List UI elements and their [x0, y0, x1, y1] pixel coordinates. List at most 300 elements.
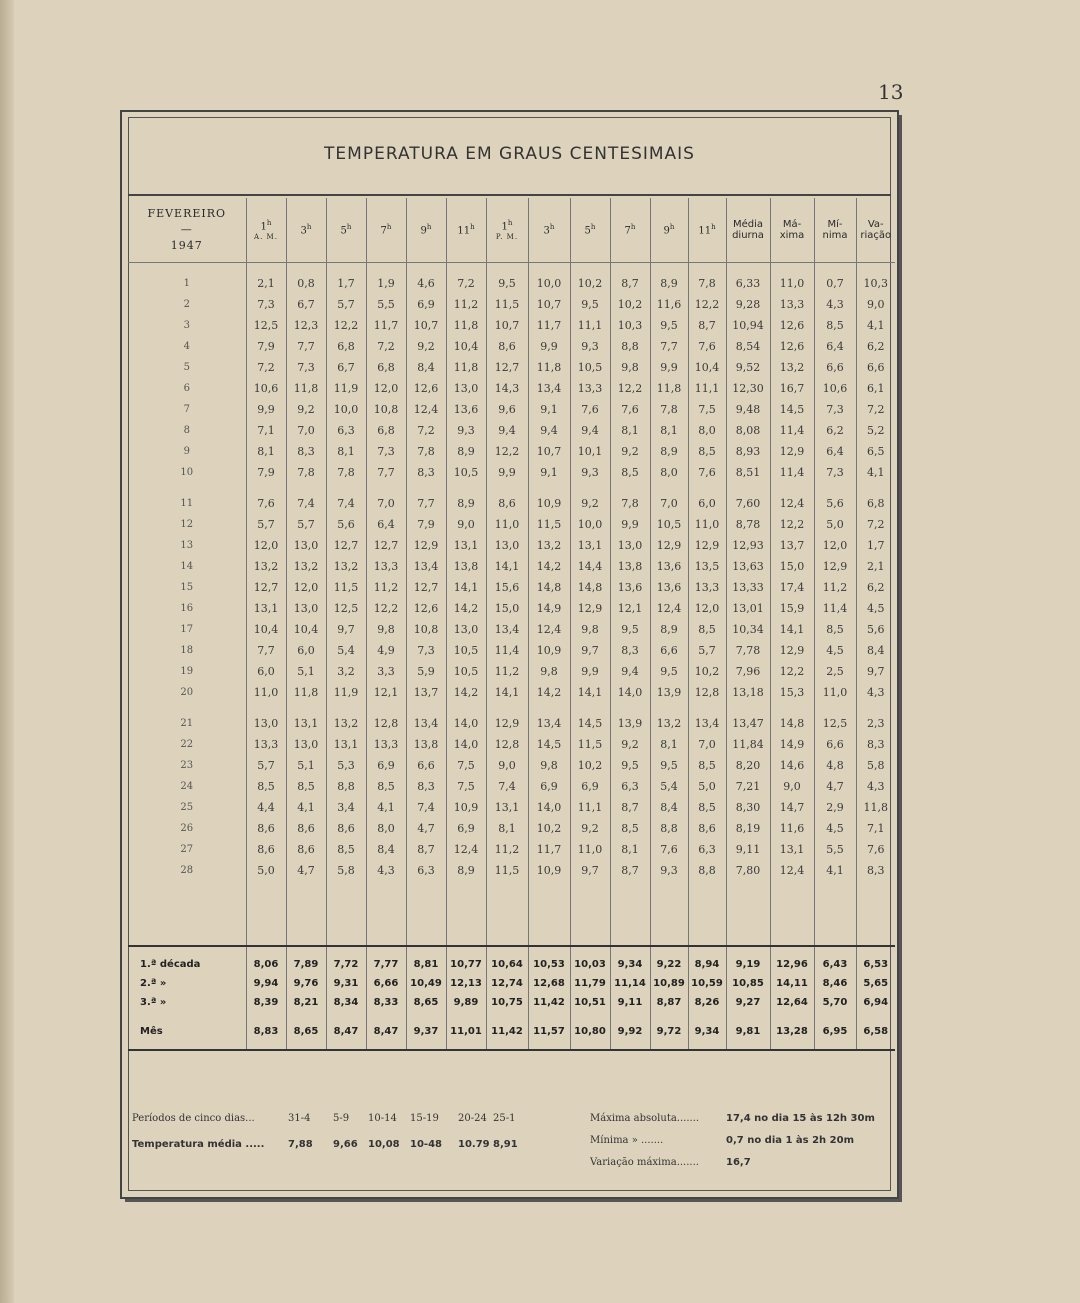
temp-cell: 10,0 [528, 263, 570, 295]
temp-cell: 5,6 [856, 619, 895, 640]
table-row [128, 703, 895, 734]
temp-cell: 9,0 [486, 755, 528, 776]
temp-cell: 7,4 [326, 483, 366, 514]
temp-cell: 7,2 [446, 263, 486, 295]
temp-cell: 6,5 [856, 441, 895, 462]
temp-cell: 14,8 [528, 577, 570, 598]
header-hour-5: 11$^h$ [446, 198, 486, 263]
temp-cell: 2,1 [856, 556, 895, 577]
temp-cell: 14,6 [770, 755, 814, 776]
temp-cell: 6,4 [814, 441, 856, 462]
temp-cell: 11,0 [814, 682, 856, 703]
temp-cell: 8,3 [406, 776, 446, 797]
month-label: FEVEREIRO [147, 207, 227, 220]
temp-cell: 9,0 [446, 514, 486, 535]
temp-cell: 10,3 [856, 263, 895, 295]
summary-rows [128, 946, 895, 1050]
temp-cell: 4,9 [366, 640, 406, 661]
temp-cell: 8,8 [650, 818, 688, 839]
day-number: 27 [180, 844, 194, 855]
day-number: 21 [180, 718, 194, 729]
frame-inner-rule [128, 117, 891, 118]
header-hour-3: 7$^h$ [366, 198, 406, 263]
temp-cell: 8,7 [406, 839, 446, 860]
temp-cell: 9,2 [570, 483, 610, 514]
temp-cell: 7,3 [366, 441, 406, 462]
temp-cell: 14,5 [570, 703, 610, 734]
temp-cell: 10,4 [286, 619, 326, 640]
temp-cell: 4,3 [366, 860, 406, 881]
temp-cell: 13,4 [688, 703, 726, 734]
temp-cell: 13,0 [486, 535, 528, 556]
temp-cell: 11,8 [446, 315, 486, 336]
temp-cell: 13,6 [650, 577, 688, 598]
temp-cell: 12,0 [246, 535, 286, 556]
temp-cell: 9,1 [528, 399, 570, 420]
temp-cell: 15,0 [770, 556, 814, 577]
day-number: 12 [180, 519, 194, 530]
temp-cell: 13,8 [406, 734, 446, 755]
temp-cell: 11,8 [856, 797, 895, 818]
day-number: 1 [183, 278, 190, 289]
temp-cell: 4,1 [856, 462, 895, 483]
header-hour-period: P. M. [495, 232, 519, 241]
temp-cell: 0,8 [286, 263, 326, 295]
temp-cell: 4,5 [856, 598, 895, 619]
temp-cell: 12,2 [486, 441, 528, 462]
temp-cell: 13,1 [286, 703, 326, 734]
temp-cell: 7,7 [406, 483, 446, 514]
temp-cell: 9,5 [570, 294, 610, 315]
table-row [128, 682, 895, 703]
summary-label: 1.ª década [128, 946, 246, 974]
temp-cell: 11,8 [650, 378, 688, 399]
temp-cell: 8,5 [688, 441, 726, 462]
temp-cell: 7,3 [814, 462, 856, 483]
temp-cell: 12,6 [770, 336, 814, 357]
temp-cell: 8,6 [286, 818, 326, 839]
summary-cell: 9,72 [650, 1012, 688, 1050]
temp-cell: 9,0 [770, 776, 814, 797]
temp-cell: 7,9 [406, 514, 446, 535]
temp-cell: 7,0 [366, 483, 406, 514]
summary-cell: 10,53 [528, 946, 570, 974]
summary-cell: 12,64 [770, 993, 814, 1012]
temp-cell: 2,9 [814, 797, 856, 818]
temp-cell: 8,78 [726, 514, 770, 535]
temp-cell: 9,5 [650, 755, 688, 776]
temp-cell: 9,9 [486, 462, 528, 483]
temp-cell: 15,6 [486, 577, 528, 598]
period-range: 10-14 [368, 1113, 397, 1124]
summary-cell: 6,66 [366, 974, 406, 993]
table-row [128, 661, 895, 682]
temp-cell: 10,4 [246, 619, 286, 640]
temp-cell: 10,9 [446, 797, 486, 818]
temp-cell: 5,4 [326, 640, 366, 661]
temp-cell: 11,0 [570, 839, 610, 860]
summary-label: Mês [128, 1012, 246, 1050]
temp-cell: 13,18 [726, 682, 770, 703]
temp-cell: 12,4 [770, 860, 814, 881]
header-hour-value: 5 [584, 225, 591, 237]
period-temp: 7,88 [288, 1139, 313, 1150]
temp-cell: 7,5 [446, 755, 486, 776]
temp-cell: 12,9 [486, 703, 528, 734]
temp-cell: 8,51 [726, 462, 770, 483]
period-range: 25-1 [493, 1113, 516, 1124]
temp-cell: 6,9 [366, 755, 406, 776]
temp-cell: 13,2 [326, 556, 366, 577]
temp-cell: 12,9 [688, 535, 726, 556]
temp-cell: 13,47 [726, 703, 770, 734]
header-hour-value: 7 [380, 225, 387, 237]
temp-cell: 14,3 [486, 378, 528, 399]
header-media-line1: Média [732, 219, 764, 230]
temp-cell: 8,1 [610, 420, 650, 441]
temp-cell: 7,8 [610, 483, 650, 514]
temp-cell: 6,3 [406, 860, 446, 881]
temp-cell: 5,2 [856, 420, 895, 441]
temp-cell: 9,0 [856, 294, 895, 315]
temp-cell: 7,78 [726, 640, 770, 661]
temp-cell: 9,8 [610, 357, 650, 378]
period-range: 15-19 [410, 1113, 439, 1124]
temp-cell: 6,33 [726, 263, 770, 295]
table-row [128, 839, 895, 860]
temp-cell: 12,6 [406, 378, 446, 399]
header-variacao-line1: Va- [867, 219, 884, 230]
header-hour-value: 9 [420, 225, 427, 237]
temp-cell: 4,7 [286, 860, 326, 881]
summary-cell: 9,76 [286, 974, 326, 993]
temp-cell: 11,0 [688, 514, 726, 535]
month-header [128, 198, 246, 263]
temp-cell: 13,0 [286, 598, 326, 619]
temp-cell: 12,8 [366, 703, 406, 734]
temp-cell: 6,2 [856, 336, 895, 357]
temp-cell: 8,1 [486, 818, 528, 839]
summary-cell: 5,70 [814, 993, 856, 1012]
temp-cell: 13,1 [446, 535, 486, 556]
temp-cell: 13,7 [770, 535, 814, 556]
temp-cell: 13,3 [366, 734, 406, 755]
temp-cell: 6,9 [528, 776, 570, 797]
temp-cell: 5,8 [856, 755, 895, 776]
temp-cell: 13,2 [286, 556, 326, 577]
page-title: TEMPERATURA EM GRAUS CENTESIMAIS [324, 144, 695, 164]
temp-cell: 4,3 [814, 294, 856, 315]
temp-cell: 7,8 [650, 399, 688, 420]
temp-cell: 2,5 [814, 661, 856, 682]
header-hour-7: 3$^h$ [528, 198, 570, 263]
temp-cell: 12,7 [326, 535, 366, 556]
table-row [128, 336, 895, 357]
temp-cell: 13,7 [406, 682, 446, 703]
summary-cell: 6,94 [856, 993, 895, 1012]
temp-cell: 13,01 [726, 598, 770, 619]
temp-cell: 9,4 [486, 420, 528, 441]
table-row [128, 315, 895, 336]
temp-cell: 7,9 [246, 462, 286, 483]
temp-cell: 12,4 [406, 399, 446, 420]
summary-cell: 10,80 [570, 1012, 610, 1050]
day-number: 22 [180, 739, 194, 750]
day-number: 19 [180, 666, 194, 677]
temp-cell: 7,21 [726, 776, 770, 797]
temp-cell: 11,5 [570, 734, 610, 755]
summary-cell: 6,53 [856, 946, 895, 974]
temp-cell: 13,4 [406, 556, 446, 577]
temp-cell: 13,1 [486, 797, 528, 818]
temp-cell: 12,9 [814, 556, 856, 577]
temp-cell: 4,1 [286, 797, 326, 818]
temp-cell: 12,8 [486, 734, 528, 755]
temp-cell: 5,0 [246, 860, 286, 881]
temp-cell: 4,6 [406, 263, 446, 295]
summary-row [128, 993, 895, 1012]
temp-cell: 9,9 [650, 357, 688, 378]
table-row [128, 577, 895, 598]
summary-cell: 9,81 [726, 1012, 770, 1050]
summary-cell: 10,77 [446, 946, 486, 974]
temp-cell: 4,7 [814, 776, 856, 797]
temp-cell: 4,7 [406, 818, 446, 839]
day-number: 16 [180, 603, 194, 614]
temp-cell: 8,1 [246, 441, 286, 462]
temp-cell: 13,0 [286, 734, 326, 755]
temp-cell: 9,2 [610, 441, 650, 462]
temp-cell: 6,4 [814, 336, 856, 357]
temp-cell: 13,9 [610, 703, 650, 734]
summary-cell: 10,75 [486, 993, 528, 1012]
temp-cell: 13,2 [326, 703, 366, 734]
temp-cell: 11,0 [246, 682, 286, 703]
temp-cell: 9,9 [246, 399, 286, 420]
temp-cell: 12,2 [326, 315, 366, 336]
day-number: 23 [180, 760, 194, 771]
temp-cell: 6,8 [326, 336, 366, 357]
temp-cell: 8,5 [610, 818, 650, 839]
temp-cell: 11,2 [486, 661, 528, 682]
summary-cell: 11,01 [446, 1012, 486, 1050]
temp-cell: 11,0 [486, 514, 528, 535]
summary-cell: 10,59 [688, 974, 726, 993]
day-number: 26 [180, 823, 194, 834]
temp-cell: 1,7 [326, 263, 366, 295]
header-minima [814, 198, 856, 263]
temp-cell: 12,0 [814, 535, 856, 556]
header-hour-0: 1$^h$ A. M. [246, 198, 286, 263]
temp-cell: 6,9 [446, 818, 486, 839]
temp-cell: 12,9 [650, 535, 688, 556]
temp-cell: 10,5 [446, 661, 486, 682]
temp-cell: 5,5 [366, 294, 406, 315]
temp-cell: 9,8 [528, 661, 570, 682]
daily-rows [128, 263, 895, 882]
table-row [128, 483, 895, 514]
table-row [128, 640, 895, 661]
summary-cell: 8,34 [326, 993, 366, 1012]
temp-cell: 8,5 [326, 839, 366, 860]
header-hour-9: 7$^h$ [610, 198, 650, 263]
min-abs-value: 0,7 no dia 1 às 2h 20m [726, 1135, 854, 1146]
temp-cell: 7,3 [406, 640, 446, 661]
temp-cell: 5,1 [286, 661, 326, 682]
temp-cell: 5,1 [286, 755, 326, 776]
day-number: 15 [180, 582, 194, 593]
summary-cell: 8,21 [286, 993, 326, 1012]
temp-cell: 9,7 [856, 661, 895, 682]
temp-cell: 10,8 [366, 399, 406, 420]
header-minima-line1: Mí- [827, 219, 843, 230]
day-number: 20 [180, 687, 194, 698]
header-media-diurna [726, 198, 770, 263]
header-hour-value: 11 [698, 225, 712, 237]
summary-cell: 12,13 [446, 974, 486, 993]
temp-cell: 6,6 [814, 734, 856, 755]
temp-cell: 13,4 [528, 703, 570, 734]
temp-cell: 13,2 [770, 357, 814, 378]
temp-cell: 8,19 [726, 818, 770, 839]
temp-cell: 10,7 [528, 294, 570, 315]
temp-cell: 12,1 [610, 598, 650, 619]
temp-cell: 15,3 [770, 682, 814, 703]
header-hour-1: 3$^h$ [286, 198, 326, 263]
temp-cell: 5,3 [326, 755, 366, 776]
temp-cell: 9,8 [570, 619, 610, 640]
temp-cell: 12,4 [528, 619, 570, 640]
header-hour-value: 1 [501, 221, 508, 233]
temp-cell: 9,2 [286, 399, 326, 420]
temp-cell: 5,6 [814, 483, 856, 514]
summary-cell: 7,72 [326, 946, 366, 974]
temp-cell: 13,2 [528, 535, 570, 556]
temp-cell: 6,9 [406, 294, 446, 315]
temp-cell: 8,93 [726, 441, 770, 462]
temp-cell: 10,2 [570, 263, 610, 295]
temp-cell: 7,2 [856, 514, 895, 535]
temp-cell: 9,5 [486, 263, 528, 295]
period-range: 31-4 [288, 1113, 311, 1124]
temp-cell: 4,5 [814, 640, 856, 661]
summary-cell: 9,89 [446, 993, 486, 1012]
temp-cell: 12,0 [366, 378, 406, 399]
temp-cell: 12,2 [366, 598, 406, 619]
header-variacao-line2: riação [860, 230, 892, 241]
temp-cell: 7,0 [688, 734, 726, 755]
temp-cell: 14,1 [486, 556, 528, 577]
temp-cell: 4,1 [856, 315, 895, 336]
day-number: 24 [180, 781, 194, 792]
page-number: 13 [878, 80, 904, 104]
temp-cell: 9,7 [326, 619, 366, 640]
temp-cell: 6,7 [286, 294, 326, 315]
summary-cell: 8,47 [326, 1012, 366, 1050]
temp-cell: 10,2 [688, 661, 726, 682]
temp-cell: 14,5 [528, 734, 570, 755]
temp-cell: 6,3 [610, 776, 650, 797]
temp-cell: 14,0 [446, 703, 486, 734]
temp-cell: 12,4 [650, 598, 688, 619]
temp-cell: 13,4 [406, 703, 446, 734]
temp-cell: 7,60 [726, 483, 770, 514]
temp-cell: 4,1 [814, 860, 856, 881]
header-hour-value: 3 [543, 225, 550, 237]
temp-cell: 8,6 [326, 818, 366, 839]
temp-cell: 8,08 [726, 420, 770, 441]
temp-cell: 11,9 [326, 378, 366, 399]
summary-cell: 9,11 [610, 993, 650, 1012]
temp-cell: 11,8 [446, 357, 486, 378]
temp-cell: 12,2 [688, 294, 726, 315]
temp-cell: 13,4 [528, 378, 570, 399]
temp-cell: 6,3 [326, 420, 366, 441]
day-number: 6 [183, 383, 190, 394]
temp-cell: 8,4 [856, 640, 895, 661]
period-temp: 10,08 [368, 1139, 400, 1150]
day-number: 18 [180, 645, 194, 656]
temp-cell: 5,0 [814, 514, 856, 535]
summary-label: 2.ª » [140, 978, 167, 989]
summary-cell: 9,19 [726, 946, 770, 974]
temp-cell: 12,0 [286, 577, 326, 598]
period-range: 5-9 [333, 1113, 350, 1124]
header-maxima-line2: xima [779, 230, 805, 241]
temp-cell: 11,8 [286, 378, 326, 399]
summary-cell: 6,43 [814, 946, 856, 974]
temp-cell: 9,2 [570, 818, 610, 839]
temp-cell: 10,5 [650, 514, 688, 535]
temp-cell: 7,8 [286, 462, 326, 483]
temp-cell: 9,8 [528, 755, 570, 776]
temp-cell: 5,7 [246, 514, 286, 535]
temp-cell: 7,1 [246, 420, 286, 441]
temp-cell: 8,5 [814, 315, 856, 336]
temp-cell: 3,3 [366, 661, 406, 682]
temp-cell: 9,3 [446, 420, 486, 441]
page-binding-edge [0, 0, 14, 1303]
temp-cell: 6,8 [366, 357, 406, 378]
temp-cell: 14,2 [446, 682, 486, 703]
temp-cell: 13,0 [446, 619, 486, 640]
header-hour-8: 5$^h$ [570, 198, 610, 263]
temp-cell: 8,7 [688, 315, 726, 336]
temp-cell: 6,3 [688, 839, 726, 860]
temp-cell: 13,0 [610, 535, 650, 556]
temp-cell: 7,7 [246, 640, 286, 661]
summary-row [128, 1012, 895, 1050]
summary-cell: 10,64 [486, 946, 528, 974]
temp-cell: 9,3 [570, 462, 610, 483]
table-row [128, 619, 895, 640]
summary-cell: 8,06 [246, 946, 286, 974]
temp-cell: 14,8 [570, 577, 610, 598]
temp-cell: 13,3 [246, 734, 286, 755]
temp-cell: 12,5 [814, 703, 856, 734]
temp-cell: 7,8 [688, 263, 726, 295]
summary-cell: 9,92 [610, 1012, 650, 1050]
temp-cell: 8,8 [326, 776, 366, 797]
header-hour-2: 5$^h$ [326, 198, 366, 263]
temp-cell: 11,9 [326, 682, 366, 703]
temp-cell: 10,9 [528, 860, 570, 881]
temp-cell: 13,6 [650, 556, 688, 577]
temp-cell: 11,2 [446, 294, 486, 315]
temp-cell: 1,7 [856, 535, 895, 556]
temp-cell: 10,9 [528, 483, 570, 514]
temp-cell: 12,30 [726, 378, 770, 399]
